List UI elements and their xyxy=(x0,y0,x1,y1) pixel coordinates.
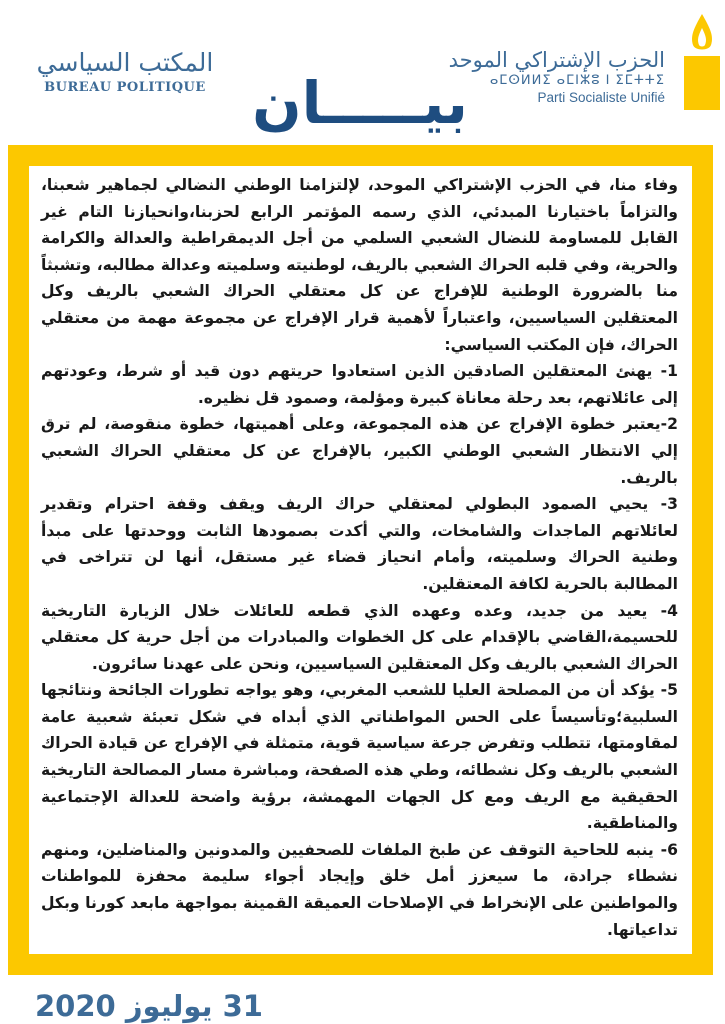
candle-icon xyxy=(682,0,722,110)
statement-frame xyxy=(8,145,713,975)
statement-item-3: 3- يحيي الصمود البطولي لمعتقلي حراك الريف ويقف وقفة احترام وتقدير لعائلاتهم الماجدات والشامخات، والتي أكدت بصمودها الثابت ووحدتها على مبدأ وطنية الحراك وسلميته، وأمام انحياز قضاء غير مستقل، أنها لن تتراخى في المطالبة بالحرية لكافة المعتقلين. xyxy=(41,495,678,593)
party-name-tifinagh: ⴰⵎⵙⵍⵍⵉ ⴰⵎⵏⵣⵓ ⵏ ⵉⵎⵜⵜⵉ xyxy=(489,73,665,88)
statement-text xyxy=(29,166,692,943)
statement-item-5: 5- يؤكد أن من المصلحة العليا للشعب المغربي، وهو يواجه تطورات الجائحة ونتائجها السلبية؛وتأسيساً على الحس المواطناتي الذي أبداه في شكل تعبئة شعبية عامة لمقاومتها، تتطلب وتفرض جرعة سياسية قوية، متمثلة في الإفراج عن قيادة الحراك الشعبي بالريف وكل نشطائه، وطي هذه الصفحة، ومباشرة مسار المصالحة التاريخية الحقيقية مع الريف ومع كل الجهات المهمشة، برؤية واضحة للعدالة الإجتماعية والمناطقية. xyxy=(41,681,678,833)
statement-date: 31 يوليوز 2020 xyxy=(35,989,263,1023)
statement-item-4: 4- يعيد من جديد، وعده وعهده الذي قطعه للعائلات خلال الزيارة التاريخية للحسيمة،القاضي بالإقدام على كل الخطوات والمبادرات من أجل حرية كل معتقلي الحراك الشعبي بالريف وكل المعتقلين السياسيين، ونحن على عهدنا سائرون. xyxy=(41,601,678,673)
statement-content xyxy=(29,166,692,954)
statement-item-6: 6- ينبه للحاحية التوقف عن طبخ الملفات للصحفيين والمدونين والمناضلين، ومنهم نشطاء جرادة، ما سيعزز أمل خلق وإيجاد أجواء سليمة محفزة للمواطنات والمواطنين على الإنخراط في الإصلاحات العميقة القمينة بمواجهة مابعد كورنا وبكل تداعياتها. xyxy=(41,840,678,939)
bureau-politique-block xyxy=(35,48,215,95)
bureau-name-french: BUREAU POLITIQUE xyxy=(44,80,206,95)
statement-intro: وفاء منا، في الحزب الإشتراكي الموحد، لإلتزامنا الوطني النضالي لجماهير شعبنا، والتزاماً باختيارنا المبدئي، الذي رسمه المؤتمر الرابع لحزبنا،وانحيازنا التام غير القابل للمساومة للنضال الشعبي السلمي من أجل الديمقراطية والعدالة والكرامة والحرية، وفي قلبه الحراك الشعبي بالريف، لوطنيته وسلميته وعدالة مطالبه، وتشبثاً منا بالضرورة الوطنية للإفراج عن كل معتقلي الحراك الشعبي بالريف وكل المعتقلين السياسيين، واعتباراً لأهمية قرار الإفراج عن مجموعة مهمة من معتقلي الحراك، فإن المكتب السياسي: xyxy=(41,176,678,354)
party-name-french: Parti Socialiste Unifié xyxy=(537,90,665,105)
letterhead xyxy=(0,0,725,145)
party-logo-block xyxy=(449,48,665,106)
statement-item-1: 1- يهنئ المعتقلين الصادقين الذين استعادوا حريتهم دون قيد أو شرط، وعودتهم إلى عائلاتهم، بعد رحلة معاناة كبيرة ومؤلمة، وصمود قل نظيره. xyxy=(41,362,678,407)
candle-body xyxy=(684,56,720,110)
document-title: بيـــــان xyxy=(252,69,468,137)
party-name-arabic: الحزب الإشتراكي الموحد xyxy=(448,48,665,72)
statement-item-2: 2-يعتبر خطوة الإفراج عن هذه المجموعة، وعلى أهميتها، خطوة منقوصة، لم ترق إلي الانتظار الشعبي الوطني الكبير، بالإفراج عن كل معتقلي الحراك الشعبي بالريف. xyxy=(41,415,678,487)
bureau-name-arabic: المكتب السياسي xyxy=(36,48,214,77)
